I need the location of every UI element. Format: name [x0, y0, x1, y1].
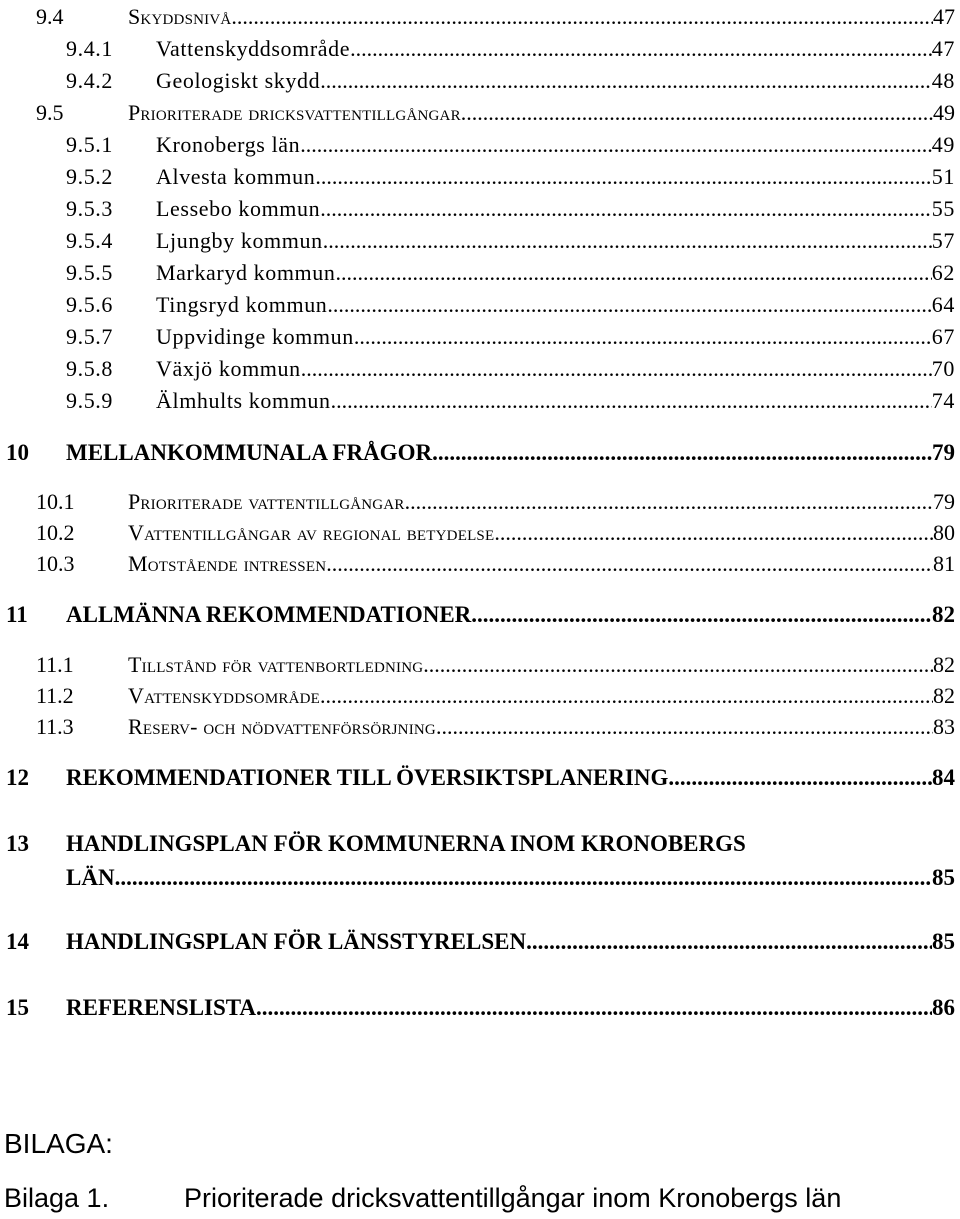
toc-leader	[331, 390, 932, 412]
toc-title: Prioriterade vattentillgångar	[128, 489, 405, 514]
toc-number: 9.5.3	[66, 196, 113, 221]
toc-entry[interactable]	[36, 491, 955, 513]
toc-entry[interactable]	[66, 390, 955, 412]
toc-title: REFERENSLISTA	[66, 995, 257, 1020]
toc-number: 9.5	[36, 100, 64, 125]
toc-page-number: 82	[933, 652, 955, 677]
bilaga-heading: BILAGA:	[4, 1128, 113, 1159]
toc-leader	[323, 230, 932, 252]
toc-entry-continuation[interactable]	[66, 866, 955, 889]
toc-title: REKOMMENDATIONER TILL ÖVERSIKTSPLANERING	[66, 765, 669, 790]
toc-leader	[432, 441, 932, 464]
toc-leader	[335, 262, 931, 284]
toc-leader	[494, 522, 933, 544]
toc-leader	[327, 294, 931, 316]
toc-page-number: 70	[931, 356, 955, 381]
toc-page-number: 84	[932, 765, 955, 790]
toc-page-number: 83	[933, 714, 955, 739]
toc-entry[interactable]	[66, 70, 955, 92]
toc-number: 10	[6, 440, 29, 465]
toc-leader	[320, 70, 932, 92]
toc-entry[interactable]	[36, 522, 955, 544]
toc-entry[interactable]	[6, 832, 955, 855]
toc-number: 9.5.8	[66, 356, 113, 381]
toc-page-number: 67	[931, 324, 955, 349]
toc-page-number: 81	[933, 551, 955, 576]
toc-title: HANDLINGSPLAN FÖR KOMMUNERNA INOM KRONOBERGS	[66, 831, 746, 856]
toc-page-number: 79	[933, 489, 955, 514]
toc-number: 9.4	[36, 4, 64, 29]
toc-page-number: 51	[931, 164, 955, 189]
toc-page-number: 82	[933, 683, 955, 708]
toc-page-number: 62	[931, 260, 955, 285]
toc-title: MELLANKOMMUNALA FRÅGOR	[66, 440, 433, 465]
toc-title: Vattenskyddsområde	[156, 36, 351, 61]
toc-page-number: 48	[931, 68, 955, 93]
toc-entry[interactable]	[66, 326, 955, 348]
toc-leader	[300, 134, 932, 156]
toc-entry[interactable]	[66, 294, 955, 316]
toc-entry[interactable]	[66, 198, 955, 220]
toc-title: Tingsryd kommun	[156, 292, 328, 317]
toc-title: Vattenskyddsområde	[128, 683, 320, 708]
toc-number: 10.3	[36, 551, 75, 576]
toc-number: 9.4.1	[66, 36, 113, 61]
toc-number: 11	[6, 602, 28, 627]
toc-number: 9.5.9	[66, 388, 113, 413]
toc-entry[interactable]	[36, 102, 955, 124]
toc-entry[interactable]	[36, 685, 955, 707]
toc-title: Lessebo kommun	[156, 196, 321, 221]
toc-leader	[320, 685, 933, 707]
toc-leader	[256, 996, 932, 1019]
toc-title: ALLMÄNNA REKOMMENDATIONER	[66, 602, 472, 627]
toc-leader	[350, 38, 932, 60]
toc-entry[interactable]	[36, 716, 955, 738]
toc-page-number: 82	[932, 602, 955, 627]
toc-number: 11.1	[36, 652, 74, 677]
toc-page-number: 80	[933, 520, 955, 545]
toc-entry[interactable]	[66, 38, 955, 60]
toc-entry[interactable]	[66, 134, 955, 156]
toc-title: Geologiskt skydd	[156, 68, 321, 93]
toc-title: Alvesta kommun	[156, 164, 316, 189]
toc-title: Markaryd kommun	[156, 260, 336, 285]
toc-title: Kronobergs län	[156, 132, 301, 157]
toc-number: 13	[6, 831, 29, 856]
toc-number: 15	[6, 995, 29, 1020]
toc-page-number: 85	[932, 865, 955, 890]
toc-number: 12	[6, 765, 29, 790]
toc-title: HANDLINGSPLAN FÖR LÄNSSTYRELSEN	[66, 929, 527, 954]
toc-number: 11.2	[36, 683, 74, 708]
toc-title-continuation: LÄN	[66, 865, 115, 890]
toc-number: 9.5.4	[66, 228, 113, 253]
toc-page-number: 47	[931, 36, 955, 61]
toc-title: Skyddsnivå	[128, 4, 232, 29]
toc-page-number: 85	[932, 929, 955, 954]
toc-number: 11.3	[36, 714, 74, 739]
toc-leader	[436, 716, 933, 738]
toc-title: Vattentillgångar av regional betydelse	[128, 520, 495, 545]
toc-title: Uppvidinge kommun	[156, 324, 354, 349]
toc-entry[interactable]	[6, 766, 955, 789]
toc-number: 9.5.6	[66, 292, 113, 317]
toc-number: 10.2	[36, 520, 75, 545]
toc-leader	[423, 654, 933, 676]
toc-entry[interactable]	[36, 654, 955, 676]
toc-title: Prioriterade dricksvattentillgångar	[128, 100, 461, 125]
toc-page-number: 49	[933, 100, 955, 125]
toc-entry[interactable]	[6, 930, 955, 953]
toc-leader	[461, 102, 933, 124]
toc-page-number: 86	[932, 995, 955, 1020]
toc-entry[interactable]	[6, 603, 955, 626]
toc-leader	[405, 491, 933, 513]
toc-entry[interactable]	[66, 230, 955, 252]
toc-title: Älmhults kommun	[156, 388, 331, 413]
toc-leader	[301, 358, 932, 380]
toc-entry[interactable]	[66, 166, 955, 188]
toc-entry[interactable]	[66, 262, 955, 284]
toc-page-number: 49	[931, 132, 955, 157]
toc-number: 9.5.2	[66, 164, 113, 189]
toc-leader	[231, 6, 933, 28]
toc-number: 9.5.1	[66, 132, 113, 157]
toc-title: Motstående intressen	[128, 551, 327, 576]
toc-entry[interactable]	[36, 553, 955, 575]
toc-title: Växjö kommun	[156, 356, 301, 381]
toc-entry[interactable]	[6, 996, 955, 1019]
toc-leader	[315, 166, 931, 188]
bilaga-label: Bilaga 1.	[4, 1183, 110, 1213]
toc-number: 10.1	[36, 489, 75, 514]
toc-page-number: 74	[931, 388, 955, 413]
toc-number: 14	[6, 929, 29, 954]
toc-leader	[326, 553, 933, 575]
toc-title: Tillstånd för vattenbortledning	[128, 652, 424, 677]
toc-leader	[471, 603, 932, 626]
toc-entry[interactable]	[36, 6, 955, 28]
toc-leader	[320, 198, 932, 220]
toc-leader	[354, 326, 932, 348]
toc-number: 9.5.7	[66, 324, 113, 349]
toc-page-number: 47	[933, 4, 955, 29]
toc-leader	[668, 766, 932, 789]
toc-page-number: 57	[931, 228, 955, 253]
toc-title: Ljungby kommun	[156, 228, 323, 253]
toc-number: 9.5.5	[66, 260, 113, 285]
toc-page-number: 79	[932, 440, 955, 465]
bilaga-title: Prioriterade dricksvattentillgångar inom Kronobergs län	[184, 1183, 842, 1213]
toc-entry[interactable]	[6, 441, 955, 464]
toc-leader	[526, 930, 932, 953]
toc-leader	[115, 866, 932, 889]
toc-number: 9.4.2	[66, 68, 113, 93]
toc-page-number: 64	[931, 292, 955, 317]
toc-entry[interactable]	[66, 358, 955, 380]
toc-page-number: 55	[931, 196, 955, 221]
toc-title: Reserv- och nödvattenförsörjning	[128, 714, 436, 739]
